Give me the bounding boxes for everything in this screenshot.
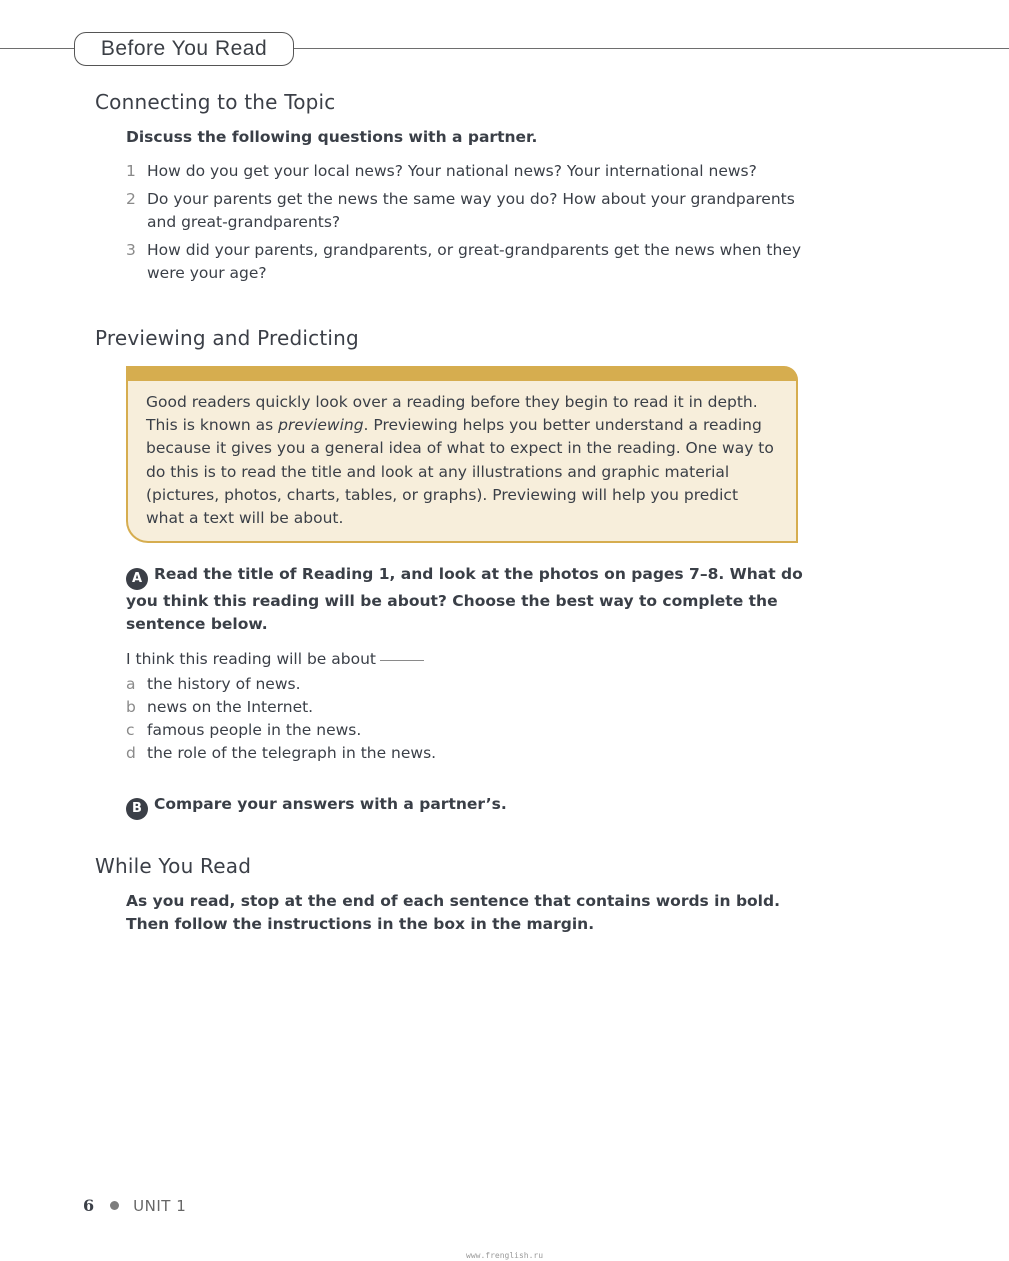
question-text: How do you get your local news? Your national news? Your international news?: [147, 162, 757, 180]
discussion-questions: [126, 160, 826, 290]
watermark: www.frenglish.ru: [466, 1251, 544, 1260]
while-reading-instruction: [126, 890, 826, 936]
question-text: How did your parents, grandparents, or great-grandparents get the news when they were your age?: [147, 241, 801, 282]
option-item: [126, 742, 436, 765]
page-footer: [83, 1196, 186, 1215]
section-header-label: Before You Read: [100, 37, 268, 60]
option-text: news on the Internet.: [147, 698, 314, 716]
option-item: [126, 673, 436, 696]
activity-b-badge: B: [126, 798, 148, 820]
while-reading-title: While You Read: [95, 854, 252, 878]
option-text: famous people in the news.: [147, 721, 362, 739]
strategy-text: [146, 391, 778, 530]
strategy-box: [126, 366, 798, 543]
activity-a-text: Read the title of Reading 1, and look at the photos on pages 7–8. What do you think this reading will be about? Choose the best way to complete the sentence below.: [126, 565, 803, 633]
activity-b-instruction: [126, 793, 507, 820]
option-letter: d: [126, 744, 136, 762]
option-letter: c: [126, 721, 135, 739]
question-text: Do your parents get the news the same way you do? How about your grandparents and great-grandparents?: [147, 190, 795, 231]
question-item: [126, 188, 816, 234]
question-number: 3: [126, 241, 136, 259]
activity-a-badge: A: [126, 568, 148, 590]
activity-b-text: Compare your answers with a partner’s.: [154, 795, 507, 813]
strategy-text-part: . Previewing helps you better understand a reading because it gives you a general idea of what to expect in the reading. One way to do this is to read the title and look at any illustrations and graphic material (pictures, photos, charts, tables, or graphs). Previewing will help you predict what a text will be about.: [146, 416, 774, 528]
completion-prompt: [126, 648, 424, 671]
instruction-text-part: . Then follow the instructions in the box in the margin.: [126, 892, 780, 933]
option-letter: b: [126, 698, 136, 716]
strategy-text-part: Good readers quickly look over a reading before they begin to read it in depth. This is known as: [146, 393, 758, 435]
activity-a-instruction: [126, 563, 806, 636]
strategy-term: previewing: [278, 416, 364, 435]
header-rule-left: [0, 48, 76, 49]
section-header-pill: [74, 32, 294, 66]
instruction-text-part: As you read, stop at the end of each sentence that contains words in: [126, 892, 736, 910]
question-number: 2: [126, 190, 136, 208]
question-number: 1: [126, 162, 136, 180]
previewing-title: Previewing and Predicting: [95, 326, 359, 350]
prompt-text: I think this reading will be about: [126, 650, 376, 668]
option-text: the history of news.: [147, 675, 301, 693]
option-letter: a: [126, 675, 136, 693]
answer-blank: [380, 660, 424, 661]
option-item: [126, 696, 436, 719]
bold-word: bold: [735, 892, 775, 910]
page-number: 6: [83, 1196, 95, 1215]
answer-options: [126, 673, 436, 765]
question-item: [126, 239, 826, 285]
header-rule-right: [294, 48, 1009, 49]
option-text: the role of the telegraph in the news.: [147, 744, 437, 762]
unit-label: UNIT 1: [133, 1196, 187, 1215]
connecting-instruction: Discuss the following questions with a partner.: [126, 128, 538, 146]
bullet-dot-icon: [110, 1201, 119, 1210]
question-item: [126, 160, 826, 183]
connecting-title: Connecting to the Topic: [95, 90, 336, 114]
option-item: [126, 719, 436, 742]
